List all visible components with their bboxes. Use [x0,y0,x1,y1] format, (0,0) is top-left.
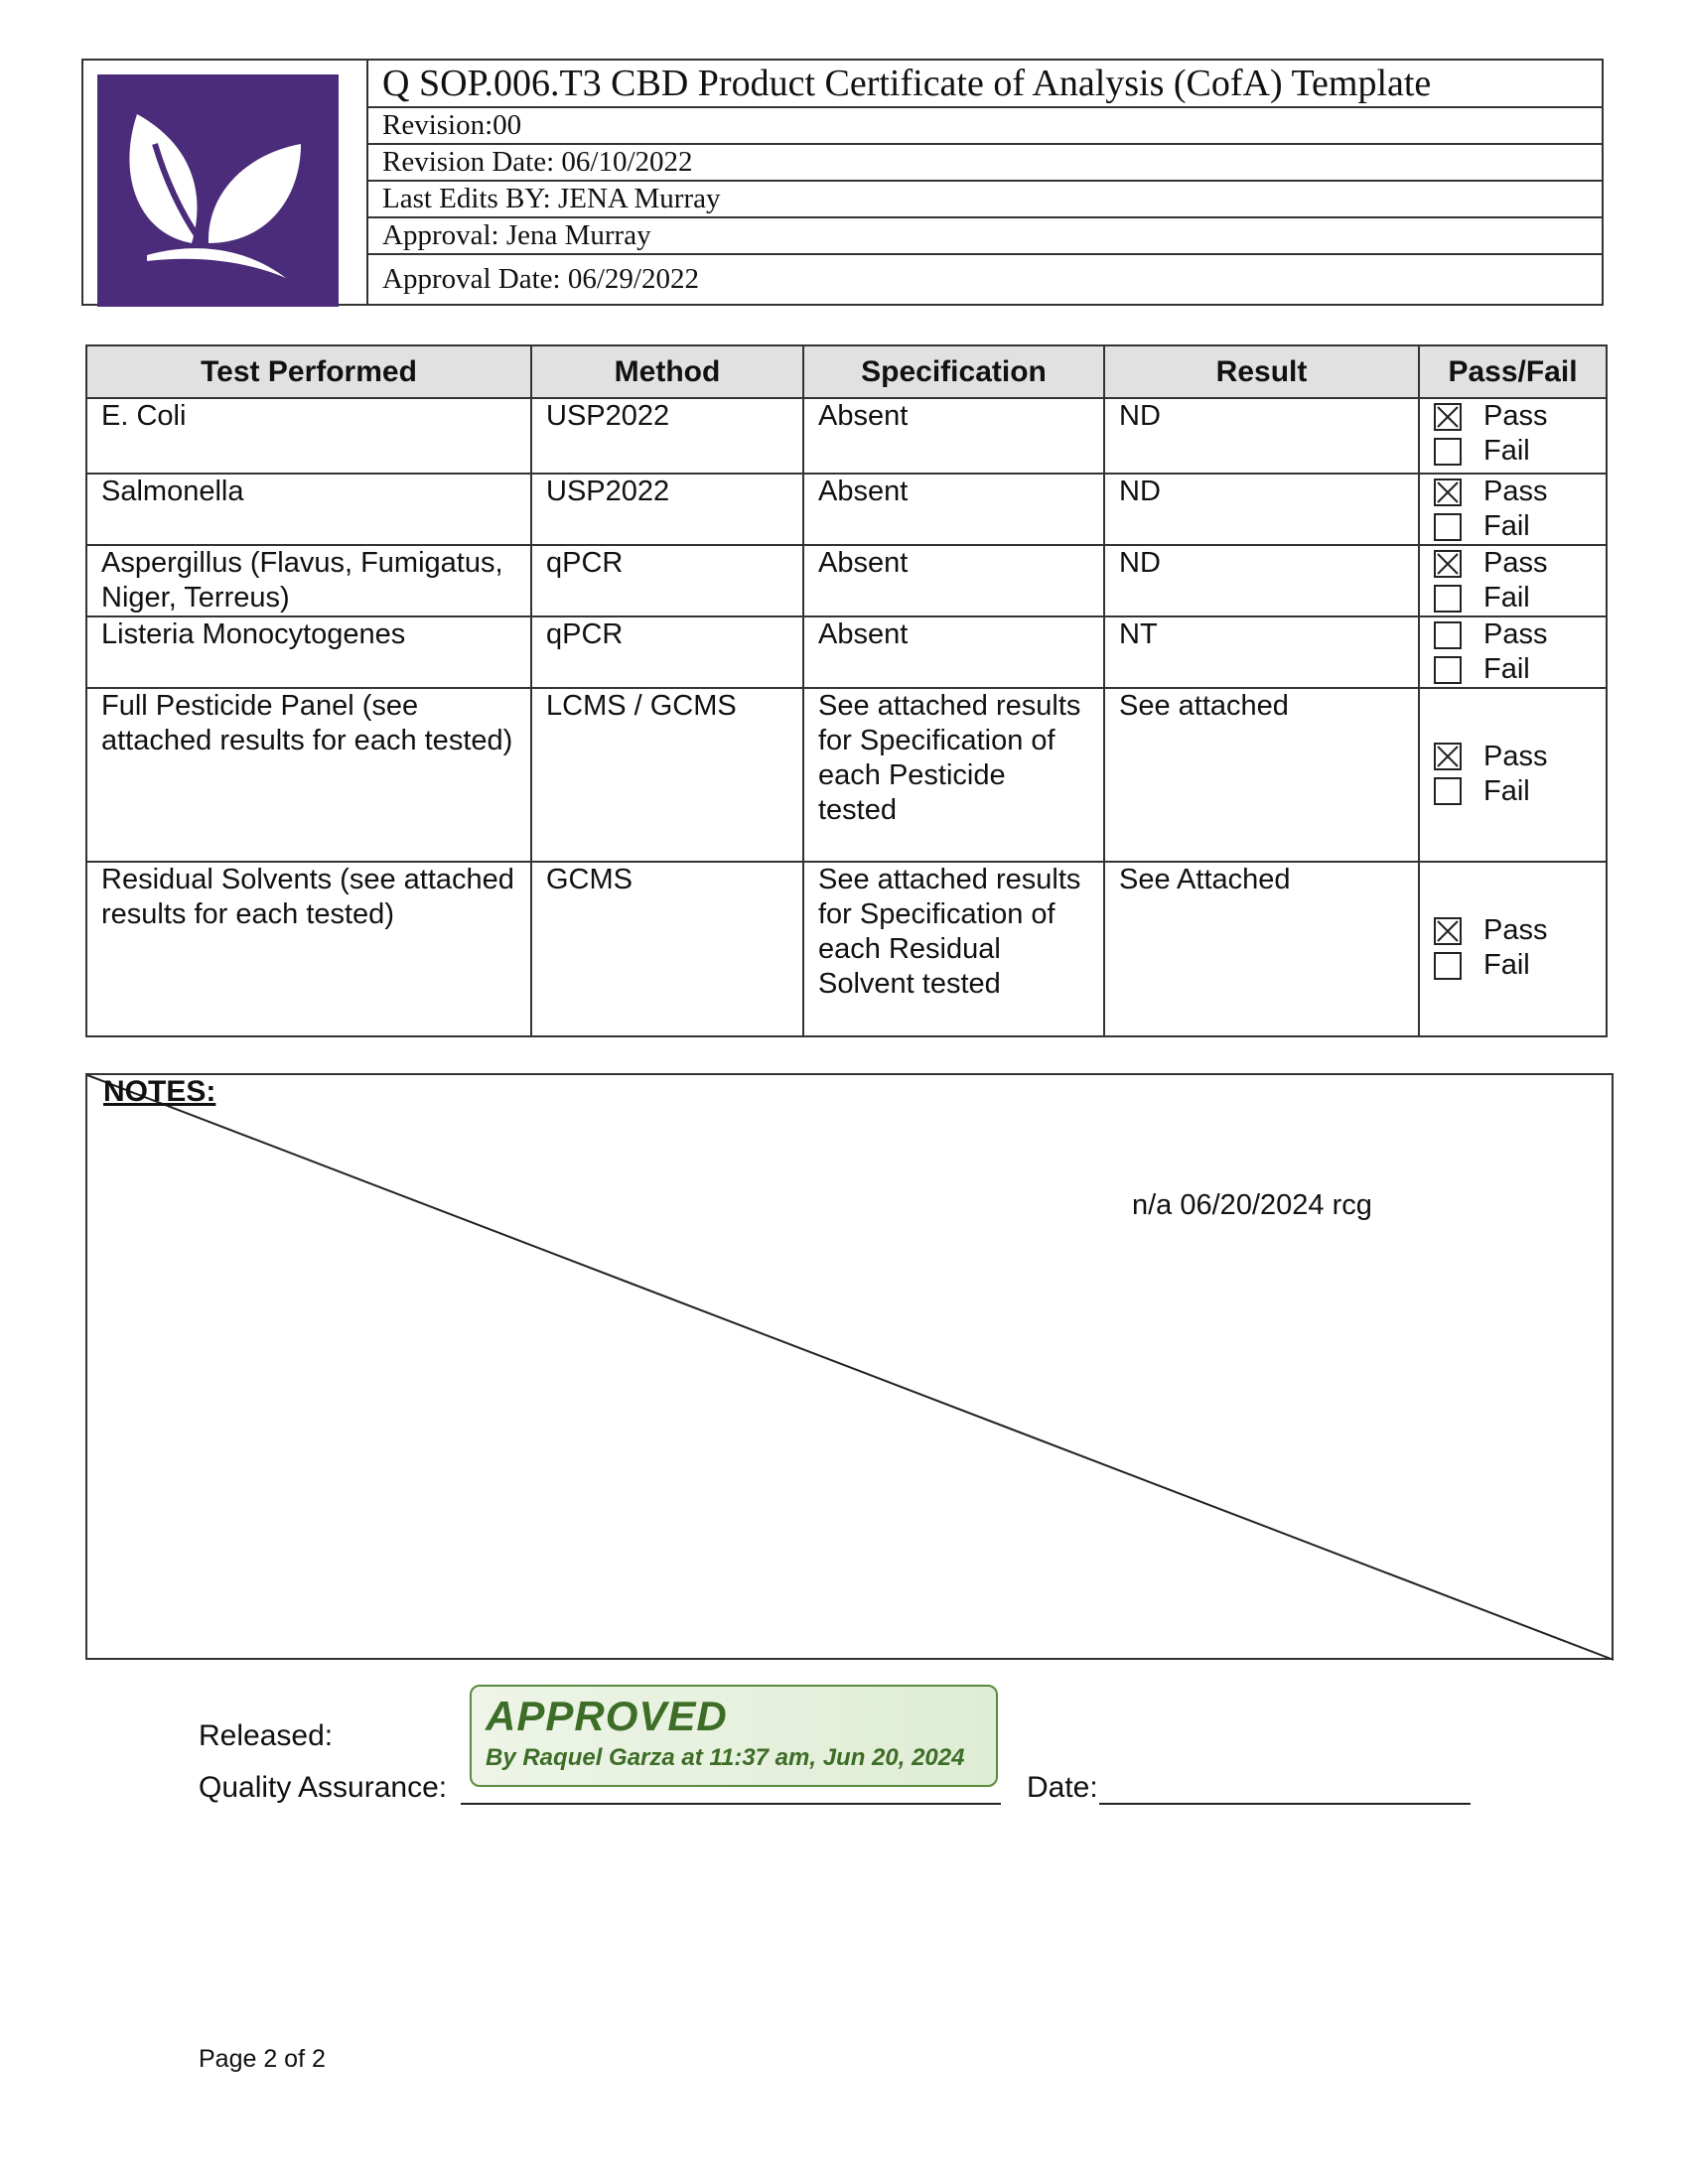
qa-label: Quality Assurance: [199,1771,448,1804]
cell-pass-fail [1419,398,1607,474]
column-header-method: Method [531,345,803,398]
cell-test: Residual Solvents (see attached results for each tested) [86,862,531,1036]
column-header-result: Result [1104,345,1419,398]
fail-option [1434,509,1606,544]
cell-result: ND [1104,545,1419,616]
fail-option [1434,774,1606,809]
last-edits: Last Edits BY: JENA Murray [368,182,1602,218]
x-mark-icon [1436,480,1460,504]
table-row [86,398,1607,474]
x-mark-icon [1436,405,1460,429]
fail-checkbox[interactable] [1434,777,1462,805]
fail-label: Fail [1483,774,1530,807]
table-row [86,688,1607,862]
fail-label: Fail [1483,510,1530,542]
fail-checkbox[interactable] [1434,513,1462,541]
cell-specification: Absent [803,616,1104,688]
cell-method: GCMS [531,862,803,1036]
column-header-specification: Specification [803,345,1104,398]
cell-method: LCMS / GCMS [531,688,803,862]
pass-checkbox[interactable] [1434,550,1462,578]
fail-option [1434,948,1606,983]
notes-box [85,1073,1614,1660]
pass-label: Pass [1483,400,1548,432]
table-row [86,862,1607,1036]
stamp-subtitle: By Raquel Garza at 11:37 am, Jun 20, 2024 [486,1744,965,1771]
fail-checkbox[interactable] [1434,438,1462,466]
pass-option [1434,475,1606,509]
cell-test: Listeria Monocytogenes [86,616,531,688]
date-label: Date: [1027,1771,1098,1804]
column-header-pass-fail: Pass/Fail [1419,345,1607,398]
document-header [81,59,1604,306]
revision-date: Revision Date: 06/10/2022 [368,145,1602,182]
test-results-table [85,344,1608,1037]
pass-checkbox[interactable] [1434,403,1462,431]
qa-signature-line [461,1803,1001,1805]
pass-option [1434,546,1606,581]
table-row [86,474,1607,545]
cell-test: Salmonella [86,474,531,545]
pass-label: Pass [1483,476,1548,507]
pass-checkbox[interactable] [1434,743,1462,770]
fail-label: Fail [1483,653,1530,685]
fail-option [1434,652,1606,687]
column-header-test: Test Performed [86,345,531,398]
cell-result: ND [1104,474,1419,545]
cell-result: See attached [1104,688,1419,862]
cell-test: Full Pesticide Panel (see attached results for each tested) [86,688,531,862]
cell-specification: See attached results for Specification of each Pesticide tested [803,688,1104,862]
fail-option [1434,581,1606,615]
x-mark-icon [1436,552,1460,576]
pass-label: Pass [1483,740,1548,772]
pass-checkbox[interactable] [1434,917,1462,945]
cell-test: Aspergillus (Flavus, Fumigatus, Niger, Terreus) [86,545,531,616]
cell-pass-fail [1419,474,1607,545]
company-logo [97,74,339,307]
fail-label: Fail [1483,582,1530,614]
logo-cell [83,61,368,304]
fail-label: Fail [1483,435,1530,467]
cell-result: ND [1104,398,1419,474]
pass-option [1434,399,1606,434]
pass-label: Pass [1483,618,1548,650]
fail-checkbox[interactable] [1434,952,1462,980]
cell-method: qPCR [531,545,803,616]
table-header-row [86,345,1607,398]
fail-checkbox[interactable] [1434,656,1462,684]
cell-test: E. Coli [86,398,531,474]
cell-specification: See attached results for Specification of each Residual Solvent tested [803,862,1104,1036]
cell-pass-fail [1419,616,1607,688]
pass-option [1434,740,1606,774]
pass-checkbox[interactable] [1434,621,1462,649]
revision-number: Revision:00 [368,108,1602,145]
table-row [86,616,1607,688]
approval: Approval: Jena Murray [368,218,1602,255]
date-signature-line [1099,1803,1471,1805]
cell-pass-fail [1419,688,1607,862]
x-mark-icon [1436,919,1460,943]
pass-checkbox[interactable] [1434,478,1462,506]
cell-result: NT [1104,616,1419,688]
cell-method: USP2022 [531,474,803,545]
x-mark-icon [1436,745,1460,768]
void-strike-line [87,1075,1616,1662]
page-number: Page 2 of 2 [199,2045,326,2073]
stamp-title: APPROVED [486,1693,728,1739]
cell-result: See Attached [1104,862,1419,1036]
fail-checkbox[interactable] [1434,585,1462,613]
cell-specification: Absent [803,474,1104,545]
cell-method: USP2022 [531,398,803,474]
pass-label: Pass [1483,914,1548,946]
pass-option [1434,913,1606,948]
approval-date: Approval Date: 06/29/2022 [382,262,699,295]
approved-stamp [470,1685,998,1787]
notes-title: NOTES: [103,1075,216,1108]
cell-specification: Absent [803,545,1104,616]
table-row [86,545,1607,616]
notes-text: n/a 06/20/2024 rcg [1132,1189,1372,1221]
released-label: Released: [199,1719,334,1752]
cell-specification: Absent [803,398,1104,474]
fail-option [1434,434,1606,469]
document-title: Q SOP.006.T3 CBD Product Certificate of Analysis (CofA) Template [368,61,1602,108]
fail-label: Fail [1483,949,1530,981]
leaf-icon [97,74,339,307]
cell-pass-fail [1419,862,1607,1036]
cell-method: qPCR [531,616,803,688]
cell-pass-fail [1419,545,1607,616]
pass-option [1434,617,1606,652]
pass-label: Pass [1483,547,1548,579]
